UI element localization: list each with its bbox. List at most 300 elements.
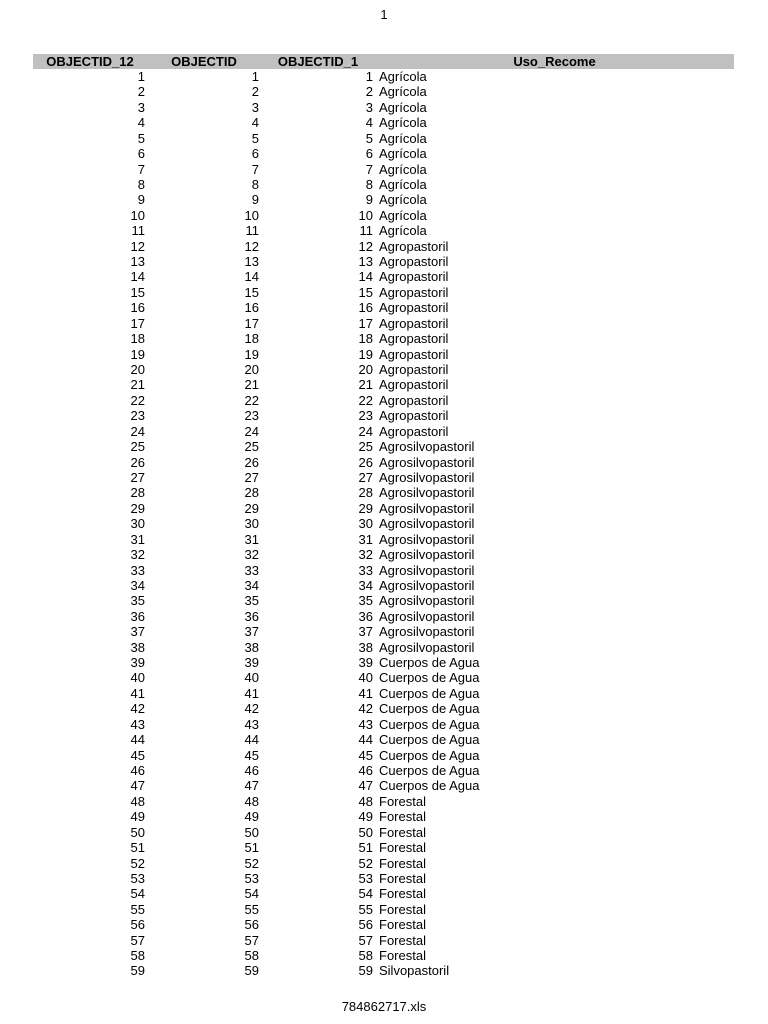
- table-row: [33, 408, 734, 423]
- uso-recome-cell: Agropastoril: [379, 377, 449, 393]
- objectid-12-cell: 44: [130, 732, 145, 748]
- table-row: [33, 886, 734, 901]
- table-row: [33, 732, 734, 747]
- table-row: [33, 177, 734, 192]
- objectid-12-cell: 52: [130, 855, 145, 871]
- objectid-cell: 13: [244, 254, 259, 270]
- uso-recome-cell: Agrícola: [379, 84, 427, 100]
- uso-recome-cell: Agrosilvopastoril: [379, 577, 475, 593]
- objectid-cell: 45: [244, 747, 259, 763]
- objectid-12-cell: 5: [137, 130, 145, 146]
- uso-recome-cell: Forestal: [379, 948, 426, 964]
- objectid-12-cell: 57: [130, 932, 145, 948]
- table-row: [33, 701, 734, 716]
- table-row: [33, 393, 734, 408]
- uso-recome-cell: Agropastoril: [379, 362, 449, 378]
- objectid-cell: 33: [244, 562, 259, 578]
- objectid-12-cell: 14: [130, 269, 145, 285]
- objectid-1-cell: 59: [358, 963, 373, 979]
- uso-recome-cell: Agrosilvopastoril: [379, 624, 475, 640]
- objectid-cell: 47: [244, 778, 259, 794]
- objectid-cell: 44: [244, 732, 259, 748]
- uso-recome-cell: Forestal: [379, 917, 426, 933]
- objectid-1-cell: 9: [365, 192, 373, 208]
- table-row: [33, 84, 734, 99]
- objectid-1-cell: 47: [358, 778, 373, 794]
- objectid-cell: 31: [244, 531, 259, 547]
- objectid-12-cell: 16: [130, 300, 145, 316]
- uso-recome-cell: Agropastoril: [379, 238, 449, 254]
- table-row: [33, 377, 734, 392]
- objectid-1-cell: 36: [358, 608, 373, 624]
- objectid-1-cell: 28: [358, 485, 373, 501]
- objectid-12-cell: 18: [130, 331, 145, 347]
- table-row: [33, 192, 734, 207]
- table-row: [33, 794, 734, 809]
- objectid-12-cell: 49: [130, 809, 145, 825]
- objectid-12-cell: 59: [130, 963, 145, 979]
- objectid-cell: 11: [245, 223, 259, 239]
- uso-recome-cell: Agrosilvopastoril: [379, 439, 475, 455]
- table-row: [33, 455, 734, 470]
- table-row: [33, 269, 734, 284]
- objectid-12-cell: 13: [130, 254, 145, 270]
- objectid-12-cell: 20: [130, 362, 145, 378]
- objectid-1-cell: 41: [358, 685, 373, 701]
- uso-recome-cell: Cuerpos de Agua: [379, 778, 480, 794]
- objectid-cell: 28: [244, 485, 259, 501]
- objectid-12-cell: 4: [137, 115, 145, 131]
- uso-recome-cell: Forestal: [379, 870, 426, 886]
- objectid-1-cell: 44: [358, 732, 373, 748]
- objectid-1-cell: 58: [358, 948, 373, 964]
- objectid-12-cell: 33: [130, 562, 145, 578]
- uso-recome-cell: Forestal: [379, 793, 426, 809]
- table-row: [33, 624, 734, 639]
- uso-recome-cell: Agropastoril: [379, 284, 449, 300]
- objectid-12-cell: 24: [130, 423, 145, 439]
- objectid-cell: 16: [244, 300, 259, 316]
- objectid-12-cell: 17: [130, 315, 145, 331]
- table-row: [33, 963, 734, 978]
- uso-recome-cell: Agrosilvopastoril: [379, 593, 475, 609]
- objectid-12-cell: 29: [130, 500, 145, 516]
- uso-recome-cell: Agropastoril: [379, 254, 449, 270]
- table-row: [33, 778, 734, 793]
- objectid-cell: 12: [244, 238, 259, 254]
- objectid-1-cell: 4: [365, 115, 373, 131]
- objectid-12-cell: 56: [130, 917, 145, 933]
- objectid-cell: 1: [251, 69, 259, 84]
- uso-recome-cell: Agrícola: [379, 207, 427, 223]
- objectid-12-cell: 11: [131, 223, 145, 239]
- uso-recome-cell: Forestal: [379, 855, 426, 871]
- objectid-1-cell: 51: [358, 840, 373, 856]
- objectid-1-cell: 13: [358, 254, 373, 270]
- objectid-1-cell: 33: [358, 562, 373, 578]
- objectid-cell: 37: [244, 624, 259, 640]
- uso-recome-cell: Agrícola: [379, 161, 427, 177]
- table-row: [33, 439, 734, 454]
- objectid-cell: 42: [244, 701, 259, 717]
- column-header-objectid-12: OBJECTID_12: [46, 54, 134, 69]
- objectid-cell: 27: [244, 469, 259, 485]
- table-row: [33, 655, 734, 670]
- objectid-cell: 32: [244, 547, 259, 563]
- objectid-12-cell: 48: [130, 793, 145, 809]
- table-row: [33, 763, 734, 778]
- table-row: [33, 162, 734, 177]
- objectid-12-cell: 55: [130, 901, 145, 917]
- objectid-12-cell: 25: [130, 439, 145, 455]
- table-row: [33, 809, 734, 824]
- objectid-12-cell: 58: [130, 948, 145, 964]
- uso-recome-cell: Agropastoril: [379, 423, 449, 439]
- objectid-1-cell: 45: [358, 747, 373, 763]
- objectid-cell: 36: [244, 608, 259, 624]
- table-row: [33, 578, 734, 593]
- objectid-1-cell: 31: [358, 531, 373, 547]
- objectid-cell: 59: [244, 963, 259, 979]
- objectid-12-cell: 28: [130, 485, 145, 501]
- objectid-cell: 29: [244, 500, 259, 516]
- uso-recome-cell: Agrícola: [379, 223, 427, 239]
- table-row: [33, 223, 734, 238]
- objectid-cell: 56: [244, 917, 259, 933]
- table-row: [33, 593, 734, 608]
- uso-recome-cell: Forestal: [379, 840, 426, 856]
- objectid-12-cell: 35: [130, 593, 145, 609]
- objectid-cell: 19: [244, 346, 259, 362]
- uso-recome-cell: Agrosilvopastoril: [379, 469, 475, 485]
- uso-recome-cell: Forestal: [379, 901, 426, 917]
- objectid-12-cell: 2: [137, 84, 145, 100]
- objectid-12-cell: 3: [137, 99, 145, 115]
- objectid-cell: 24: [244, 423, 259, 439]
- objectid-1-cell: 54: [358, 886, 373, 902]
- objectid-cell: 5: [251, 130, 259, 146]
- objectid-12-cell: 36: [130, 608, 145, 624]
- table-row: [33, 69, 734, 84]
- objectid-cell: 35: [244, 593, 259, 609]
- objectid-1-cell: 16: [358, 300, 373, 316]
- uso-recome-cell: Agropastoril: [379, 315, 449, 331]
- objectid-1-cell: 20: [358, 362, 373, 378]
- objectid-1-cell: 50: [358, 824, 373, 840]
- objectid-1-cell: 21: [358, 377, 373, 393]
- uso-recome-cell: Agrosilvopastoril: [379, 562, 475, 578]
- objectid-1-cell: 12: [358, 238, 373, 254]
- objectid-1-cell: 46: [358, 762, 373, 778]
- objectid-12-cell: 41: [130, 685, 145, 701]
- column-header-objectid: OBJECTID: [171, 54, 237, 69]
- objectid-1-cell: 18: [358, 331, 373, 347]
- objectid-cell: 15: [244, 284, 259, 300]
- uso-recome-cell: Agrosilvopastoril: [379, 547, 475, 563]
- uso-recome-cell: Cuerpos de Agua: [379, 716, 480, 732]
- objectid-12-cell: 45: [130, 747, 145, 763]
- uso-recome-cell: Agrícola: [379, 115, 427, 131]
- objectid-cell: 40: [244, 670, 259, 686]
- objectid-cell: 34: [244, 577, 259, 593]
- page-number: 1: [380, 7, 388, 22]
- uso-recome-cell: Agropastoril: [379, 408, 449, 424]
- table-row: [33, 470, 734, 485]
- objectid-cell: 23: [244, 408, 259, 424]
- objectid-12-cell: 8: [137, 176, 145, 192]
- uso-recome-cell: Agropastoril: [379, 269, 449, 285]
- objectid-12-cell: 53: [130, 870, 145, 886]
- uso-recome-cell: Agrosilvopastoril: [379, 500, 475, 516]
- objectid-12-cell: 34: [130, 577, 145, 593]
- objectid-12-cell: 9: [137, 192, 145, 208]
- objectid-cell: 38: [244, 639, 259, 655]
- objectid-cell: 25: [244, 439, 259, 455]
- objectid-1-cell: 22: [358, 392, 373, 408]
- objectid-cell: 21: [244, 377, 259, 393]
- objectid-1-cell: 27: [358, 469, 373, 485]
- objectid-1-cell: 7: [365, 161, 373, 177]
- objectid-1-cell: 25: [358, 439, 373, 455]
- table-row: [33, 285, 734, 300]
- file-name-footer: 784862717.xls: [341, 999, 427, 1014]
- uso-recome-cell: Agrícola: [379, 99, 427, 115]
- table-row: [33, 856, 734, 871]
- objectid-1-cell: 56: [358, 917, 373, 933]
- objectid-12-cell: 31: [130, 531, 145, 547]
- objectid-cell: 46: [244, 762, 259, 778]
- table-row: [33, 331, 734, 346]
- uso-recome-cell: Agrícola: [379, 192, 427, 208]
- uso-recome-cell: Agropastoril: [379, 331, 449, 347]
- uso-recome-cell: Cuerpos de Agua: [379, 762, 480, 778]
- objectid-cell: 20: [244, 362, 259, 378]
- objectid-12-cell: 42: [130, 701, 145, 717]
- objectid-12-cell: 10: [130, 207, 145, 223]
- objectid-12-cell: 54: [130, 886, 145, 902]
- objectid-1-cell: 8: [365, 176, 373, 192]
- objectid-12-cell: 38: [130, 639, 145, 655]
- objectid-12-cell: 19: [130, 346, 145, 362]
- objectid-cell: 7: [251, 161, 259, 177]
- table-row: [33, 547, 734, 562]
- table-row: [33, 933, 734, 948]
- table-row: [33, 485, 734, 500]
- table-row: [33, 131, 734, 146]
- objectid-12-cell: 15: [130, 284, 145, 300]
- objectid-cell: 10: [244, 207, 259, 223]
- table-row: [33, 717, 734, 732]
- objectid-1-cell: 42: [358, 701, 373, 717]
- table-row: [33, 609, 734, 624]
- objectid-cell: 8: [251, 176, 259, 192]
- objectid-12-cell: 21: [130, 377, 145, 393]
- uso-recome-cell: Agrosilvopastoril: [379, 608, 475, 624]
- table-row: [33, 840, 734, 855]
- uso-recome-cell: Agrícola: [379, 146, 427, 162]
- objectid-1-cell: 32: [358, 547, 373, 563]
- uso-recome-cell: Agrosilvopastoril: [379, 454, 475, 470]
- objectid-1-cell: 34: [358, 577, 373, 593]
- uso-recome-cell: Agrícola: [379, 130, 427, 146]
- objectid-cell: 6: [251, 146, 259, 162]
- table-row: [33, 115, 734, 130]
- table-row: [33, 871, 734, 886]
- objectid-1-cell: 1: [365, 69, 373, 84]
- objectid-12-cell: 32: [130, 547, 145, 563]
- objectid-12-cell: 43: [130, 716, 145, 732]
- objectid-cell: 54: [244, 886, 259, 902]
- table-row: [33, 239, 734, 254]
- uso-recome-cell: Forestal: [379, 824, 426, 840]
- column-header-objectid-1: OBJECTID_1: [277, 54, 359, 69]
- objectid-cell: 17: [244, 315, 259, 331]
- objectid-1-cell: 57: [358, 932, 373, 948]
- uso-recome-cell: Cuerpos de Agua: [379, 685, 480, 701]
- objectid-cell: 43: [244, 716, 259, 732]
- objectid-1-cell: 2: [365, 84, 373, 100]
- objectid-cell: 53: [244, 870, 259, 886]
- objectid-1-cell: 6: [365, 146, 373, 162]
- uso-recome-cell: Forestal: [379, 886, 426, 902]
- objectid-1-cell: 43: [358, 716, 373, 732]
- objectid-12-cell: 27: [130, 469, 145, 485]
- table-row: [33, 501, 734, 516]
- objectid-12-cell: 30: [130, 516, 145, 532]
- objectid-1-cell: 29: [358, 500, 373, 516]
- table-row: [33, 640, 734, 655]
- objectid-12-cell: 6: [137, 146, 145, 162]
- uso-recome-cell: Cuerpos de Agua: [379, 670, 480, 686]
- objectid-12-cell: 50: [130, 824, 145, 840]
- uso-recome-cell: Cuerpos de Agua: [379, 747, 480, 763]
- objectid-cell: 2: [251, 84, 259, 100]
- objectid-cell: 50: [244, 824, 259, 840]
- objectid-cell: 48: [244, 793, 259, 809]
- table-row: [33, 100, 734, 115]
- uso-recome-cell: Cuerpos de Agua: [379, 732, 480, 748]
- table-header: [33, 54, 734, 69]
- objectid-1-cell: 23: [358, 408, 373, 424]
- objectid-1-cell: 38: [358, 639, 373, 655]
- objectid-cell: 3: [251, 99, 259, 115]
- uso-recome-cell: Cuerpos de Agua: [379, 655, 480, 671]
- table-row: [33, 563, 734, 578]
- column-header-uso-recome: Uso_Recome: [513, 54, 596, 69]
- uso-recome-cell: Agrosilvopastoril: [379, 639, 475, 655]
- uso-recome-cell: Agrosilvopastoril: [379, 516, 475, 532]
- objectid-1-cell: 40: [358, 670, 373, 686]
- objectid-12-cell: 47: [130, 778, 145, 794]
- objectid-12-cell: 22: [130, 392, 145, 408]
- uso-recome-cell: Agropastoril: [379, 346, 449, 362]
- objectid-12-cell: 46: [130, 762, 145, 778]
- objectid-1-cell: 10: [358, 207, 373, 223]
- objectid-cell: 39: [244, 655, 259, 671]
- table-body: [33, 69, 734, 979]
- uso-recome-cell: Forestal: [379, 809, 426, 825]
- objectid-1-cell: 19: [358, 346, 373, 362]
- objectid-12-cell: 39: [130, 655, 145, 671]
- uso-recome-cell: Agrícola: [379, 69, 427, 84]
- objectid-1-cell: 35: [358, 593, 373, 609]
- objectid-1-cell: 5: [365, 130, 373, 146]
- objectid-1-cell: 49: [358, 809, 373, 825]
- objectid-1-cell: 26: [358, 454, 373, 470]
- objectid-1-cell: 52: [358, 855, 373, 871]
- table-row: [33, 347, 734, 362]
- uso-recome-cell: Agrosilvopastoril: [379, 485, 475, 501]
- uso-recome-cell: Agropastoril: [379, 300, 449, 316]
- objectid-cell: 22: [244, 392, 259, 408]
- table-row: [33, 686, 734, 701]
- objectid-cell: 30: [244, 516, 259, 532]
- uso-recome-cell: Agrosilvopastoril: [379, 531, 475, 547]
- table-row: [33, 300, 734, 315]
- objectid-12-cell: 37: [130, 624, 145, 640]
- uso-recome-cell: Silvopastoril: [379, 963, 450, 979]
- objectid-12-cell: 1: [137, 69, 145, 84]
- objectid-cell: 26: [244, 454, 259, 470]
- objectid-12-cell: 12: [130, 238, 145, 254]
- objectid-cell: 4: [251, 115, 259, 131]
- table-row: [33, 254, 734, 269]
- objectid-cell: 51: [244, 840, 259, 856]
- table-row: [33, 516, 734, 531]
- table-row: [33, 825, 734, 840]
- table-row: [33, 670, 734, 685]
- objectid-1-cell: 48: [358, 793, 373, 809]
- table-row: [33, 146, 734, 161]
- uso-recome-cell: Agropastoril: [379, 392, 449, 408]
- objectid-12-cell: 26: [130, 454, 145, 470]
- objectid-cell: 41: [244, 685, 259, 701]
- objectid-12-cell: 51: [130, 840, 145, 856]
- objectid-cell: 58: [244, 948, 259, 964]
- table-row: [33, 902, 734, 917]
- objectid-1-cell: 17: [358, 315, 373, 331]
- objectid-cell: 18: [244, 331, 259, 347]
- objectid-1-cell: 24: [358, 423, 373, 439]
- table-row: [33, 424, 734, 439]
- objectid-1-cell: 30: [358, 516, 373, 532]
- objectid-12-cell: 40: [130, 670, 145, 686]
- uso-recome-cell: Agrícola: [379, 176, 427, 192]
- objectid-12-cell: 7: [137, 161, 145, 177]
- table-row: [33, 532, 734, 547]
- objectid-1-cell: 53: [358, 870, 373, 886]
- objectid-1-cell: 11: [359, 223, 373, 239]
- uso-recome-cell: Forestal: [379, 932, 426, 948]
- objectid-12-cell: 23: [130, 408, 145, 424]
- table-row: [33, 316, 734, 331]
- objectid-1-cell: 14: [358, 269, 373, 285]
- table-row: [33, 948, 734, 963]
- objectid-1-cell: 55: [358, 901, 373, 917]
- table-row: [33, 362, 734, 377]
- objectid-1-cell: 3: [365, 99, 373, 115]
- objectid-cell: 57: [244, 932, 259, 948]
- objectid-cell: 49: [244, 809, 259, 825]
- objectid-1-cell: 37: [358, 624, 373, 640]
- table-row: [33, 917, 734, 932]
- objectid-cell: 14: [244, 269, 259, 285]
- objectid-cell: 52: [244, 855, 259, 871]
- uso-recome-cell: Cuerpos de Agua: [379, 701, 480, 717]
- objectid-cell: 9: [251, 192, 259, 208]
- objectid-cell: 55: [244, 901, 259, 917]
- objectid-1-cell: 15: [358, 284, 373, 300]
